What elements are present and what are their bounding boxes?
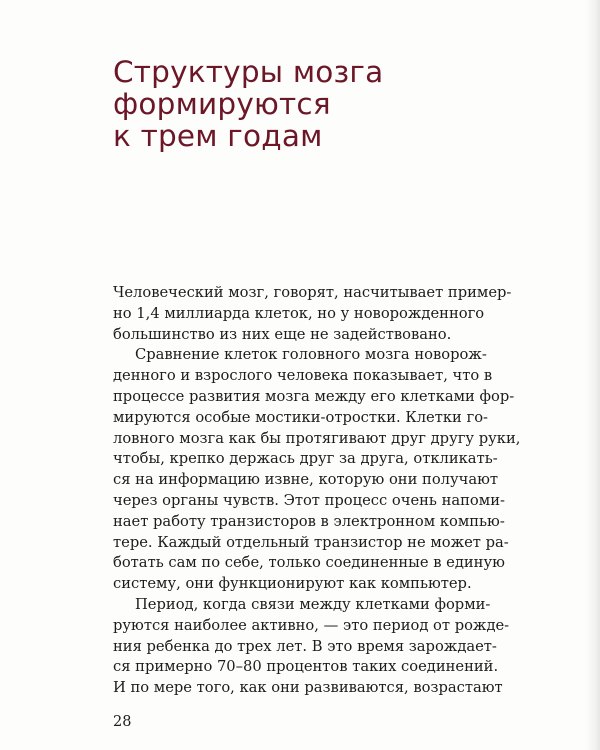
text-line: процессе развития мозга между его клетками фор- [113,387,515,405]
text-line: ботать сам по себе, только соединенные в единую [113,554,505,572]
text-line: И по мере того, как они развиваются, возрастают [113,679,503,697]
text-line: ния ребенка до трех лет. В это время зарождает- [113,637,497,655]
text-line: ся примерно 70–80 процентов таких соединений. [113,658,499,676]
page-edge-shadow [586,0,600,750]
chapter-title-line: Структуры мозга [113,55,384,89]
text-line: мируются особые мостики-отростки. Клетки го- [113,408,488,426]
text-line: денного и взрослого человека показывает, что в [113,367,493,385]
paragraph-first-line: Сравнение клеток головного мозга новорож- [135,346,487,364]
text-line: руются наиболее активно, — это период от рожде- [113,616,510,634]
chapter-title-line: к трем годам [113,119,323,153]
body-text [113,283,521,699]
paragraph-first-line: Период, когда связи между клетками форми- [135,595,491,613]
text-line: большинство из них еще не задействовано. [113,325,452,343]
chapter-title [113,56,533,152]
text-line: через органы чувств. Этот процесс очень напоми- [113,491,505,509]
text-line: Человеческий мозг, говорят, насчитывает пример- [113,284,512,301]
text-line: ловного мозга как бы протягивают друг другу руки, [113,429,521,447]
page-number: 28 [113,714,132,730]
chapter-title-line: формируются [113,87,331,121]
text-line: ся на информацию извне, которую они получают [113,471,499,489]
text-line: нает работу транзисторов в электронном компью- [113,512,505,530]
text-line: чтобы, крепко держась друг за друга, откликать- [113,450,498,468]
text-line: систему, они функционируют как компьютер. [113,575,472,593]
text-line: тере. Каждый отдельный транзистор не может ра- [113,533,509,551]
text-line: но 1,4 миллиарда клеток, но у новорожденного [113,304,485,322]
